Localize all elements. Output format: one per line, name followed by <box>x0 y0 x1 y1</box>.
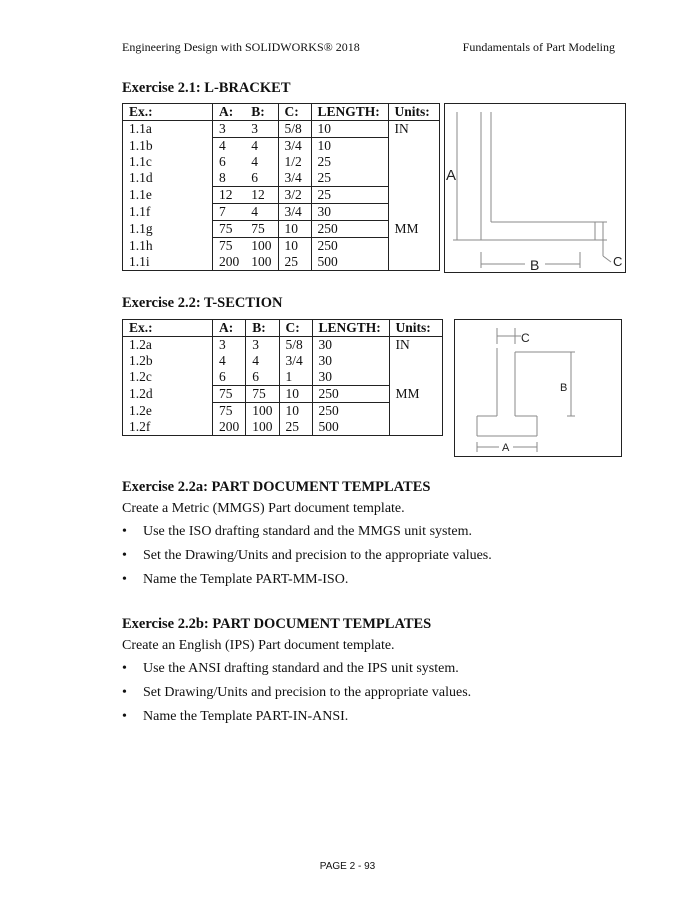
list-item-text: Use the ANSI drafting standard and the IPS unit system. <box>143 661 459 676</box>
cell-a: 4 <box>213 353 246 369</box>
list-item <box>122 520 492 544</box>
cell-b: 4 <box>251 138 258 153</box>
exercise-2-2b-title: Exercise 2.2b: PART DOCUMENT TEMPLATES <box>122 616 432 632</box>
cell-a: 4 <box>213 138 246 155</box>
bullet-icon: • <box>122 661 127 676</box>
cell-length: 30 <box>312 369 389 386</box>
cell-length: 250 <box>311 221 388 238</box>
col-units: Units: <box>388 104 439 121</box>
cell-c: 3/4 <box>278 204 311 221</box>
cell-a: 75 <box>213 238 246 255</box>
cell-c: 10 <box>279 386 312 403</box>
cell-c: 1/2 <box>278 154 311 170</box>
cell-ex: 1.2f <box>129 419 151 434</box>
exercise-2-2b-intro: Create an English (IPS) Part document template. <box>122 638 395 653</box>
cell-c: 3/4 <box>278 170 311 187</box>
cell-units: IN <box>389 337 442 386</box>
cell-b: 4 <box>245 204 278 221</box>
table-header-row <box>123 320 443 337</box>
cell-b: 75 <box>245 221 278 238</box>
list-item <box>122 705 471 729</box>
exercise-2-2a-intro: Create a Metric (MMGS) Part document template. <box>122 501 405 516</box>
l-bracket-drawing <box>445 104 625 272</box>
table-header-row <box>123 104 440 121</box>
list-item <box>122 568 492 592</box>
list-item <box>122 544 492 568</box>
list-item-text: Set the Drawing/Units and precision to the appropriate values. <box>143 548 492 563</box>
cell-c: 25 <box>278 254 311 271</box>
cell-ex: 1.1e <box>129 187 152 202</box>
cell-a: 6 <box>213 154 246 170</box>
cell-ex: 1.2e <box>129 402 152 418</box>
exercise-2-2b-bullets <box>122 657 471 729</box>
bullet-icon: • <box>122 572 127 587</box>
exercise-2-1-title: Exercise 2.1: L-BRACKET <box>122 80 291 96</box>
cell-units: IN <box>388 121 439 221</box>
cell-a: 200 <box>213 419 246 436</box>
list-item-text: Name the Template PART-MM-ISO. <box>143 572 349 587</box>
cell-ex: 1.2a <box>129 337 152 352</box>
col-ex: Ex.: <box>123 104 213 121</box>
cell-ex: 1.1d <box>129 170 153 186</box>
cell-units: MM <box>388 221 439 271</box>
cell-length: 30 <box>312 353 389 369</box>
col-c: C: <box>278 104 311 121</box>
cell-length: 250 <box>311 238 388 255</box>
cell-c: 5/8 <box>278 121 311 138</box>
cell-units: MM <box>389 386 442 436</box>
cell-b: 12 <box>245 187 278 204</box>
cell-a: 12 <box>213 187 246 204</box>
cell-length: 25 <box>311 187 388 204</box>
col-length: LENGTH: <box>312 320 389 337</box>
cell-length: 250 <box>312 386 389 403</box>
col-c: C: <box>279 320 312 337</box>
cell-ex: 1.1h <box>129 237 153 253</box>
l-bracket-table <box>122 103 440 271</box>
col-b: B: <box>246 320 279 337</box>
cell-ex: 1.1i <box>129 254 150 269</box>
exercise-2-2a-bullets <box>122 520 492 592</box>
cell-ex: 1.1a <box>129 121 152 137</box>
cell-c: 10 <box>279 403 312 420</box>
cell-length: 500 <box>311 254 388 271</box>
label-c: C <box>613 254 623 269</box>
cell-b: 75 <box>246 386 279 403</box>
cell-c: 1 <box>279 369 312 386</box>
bullet-icon: • <box>122 685 127 700</box>
cell-length: 10 <box>311 138 388 155</box>
cell-a: 6 <box>213 369 246 386</box>
cell-b: 4 <box>246 353 279 369</box>
cell-length: 25 <box>311 154 388 170</box>
cell-a: 200 <box>213 254 246 271</box>
t-section-diagram <box>454 319 622 457</box>
cell-b: 6 <box>245 170 278 187</box>
label-b: B <box>560 382 568 394</box>
cell-b: 3 <box>245 121 278 138</box>
cell-ex: 1.2c <box>129 369 152 385</box>
label-c: C <box>521 331 530 345</box>
cell-a: 75 <box>213 403 246 420</box>
cell-ex: 1.1g <box>129 221 153 236</box>
label-b: B <box>530 257 540 272</box>
page-number: PAGE 2 - 93 <box>319 861 376 872</box>
list-item-text: Name the Template PART-IN-ANSI. <box>143 709 349 724</box>
cell-ex: 1.1f <box>129 204 151 219</box>
cell-c: 10 <box>278 238 311 255</box>
table-row <box>123 386 443 403</box>
cell-c: 10 <box>278 221 311 238</box>
bullet-icon: • <box>122 709 127 724</box>
cell-b: 100 <box>246 419 279 436</box>
list-item-text: Set Drawing/Units and precision to the appropriate values. <box>143 685 472 700</box>
cell-b: 100 <box>251 254 272 269</box>
cell-ex: 1.2d <box>129 386 153 401</box>
col-length: LENGTH: <box>311 104 388 121</box>
list-item-text: Use the ISO drafting standard and the MMGS unit system. <box>143 524 472 539</box>
list-item <box>122 681 471 705</box>
cell-c: 25 <box>279 419 312 436</box>
list-item <box>122 657 471 681</box>
cell-c: 3/2 <box>278 187 311 204</box>
cell-length: 30 <box>312 337 389 354</box>
cell-ex: 1.2b <box>129 353 153 368</box>
col-ex: Ex.: <box>123 320 213 337</box>
cell-length: 30 <box>311 204 388 221</box>
bullet-icon: • <box>122 548 127 563</box>
cell-a: 75 <box>213 221 246 238</box>
l-bracket-diagram <box>444 103 626 273</box>
cell-b: 3 <box>246 337 279 354</box>
cell-length: 250 <box>312 403 389 420</box>
table-row <box>123 337 443 354</box>
cell-a: 7 <box>213 204 246 221</box>
cell-length: 500 <box>312 419 389 436</box>
table-row <box>123 221 440 238</box>
cell-a: 3 <box>213 121 246 138</box>
cell-b: 6 <box>246 369 279 386</box>
exercise-2-2-title: Exercise 2.2: T-SECTION <box>122 295 283 311</box>
col-b: B: <box>245 104 278 121</box>
cell-c: 5/8 <box>279 337 312 354</box>
label-a: A <box>502 442 510 454</box>
label-a: A <box>446 167 457 184</box>
cell-b: 4 <box>251 154 258 169</box>
header-book-title: Engineering Design with SOLIDWORKS® 2018 <box>122 40 360 54</box>
cell-length: 25 <box>311 170 388 187</box>
cell-a: 8 <box>213 170 246 187</box>
cell-c: 3/4 <box>279 353 312 369</box>
cell-b: 100 <box>251 238 272 253</box>
col-a: A: <box>213 104 246 121</box>
table-row <box>123 121 440 138</box>
header-chapter-title: Fundamentals of Part Modeling <box>462 40 615 54</box>
cell-b: 100 <box>246 403 279 420</box>
cell-a: 75 <box>213 386 246 403</box>
cell-a: 3 <box>213 337 246 354</box>
t-section-drawing <box>455 320 621 456</box>
cell-ex: 1.1c <box>129 154 152 169</box>
cell-length: 10 <box>311 121 388 138</box>
cell-ex: 1.1b <box>129 137 153 153</box>
exercise-2-2a-title: Exercise 2.2a: PART DOCUMENT TEMPLATES <box>122 479 431 495</box>
col-units: Units: <box>389 320 442 337</box>
t-section-table <box>122 319 443 436</box>
cell-c: 3/4 <box>278 138 311 155</box>
bullet-icon: • <box>122 524 127 539</box>
col-a: A: <box>213 320 246 337</box>
